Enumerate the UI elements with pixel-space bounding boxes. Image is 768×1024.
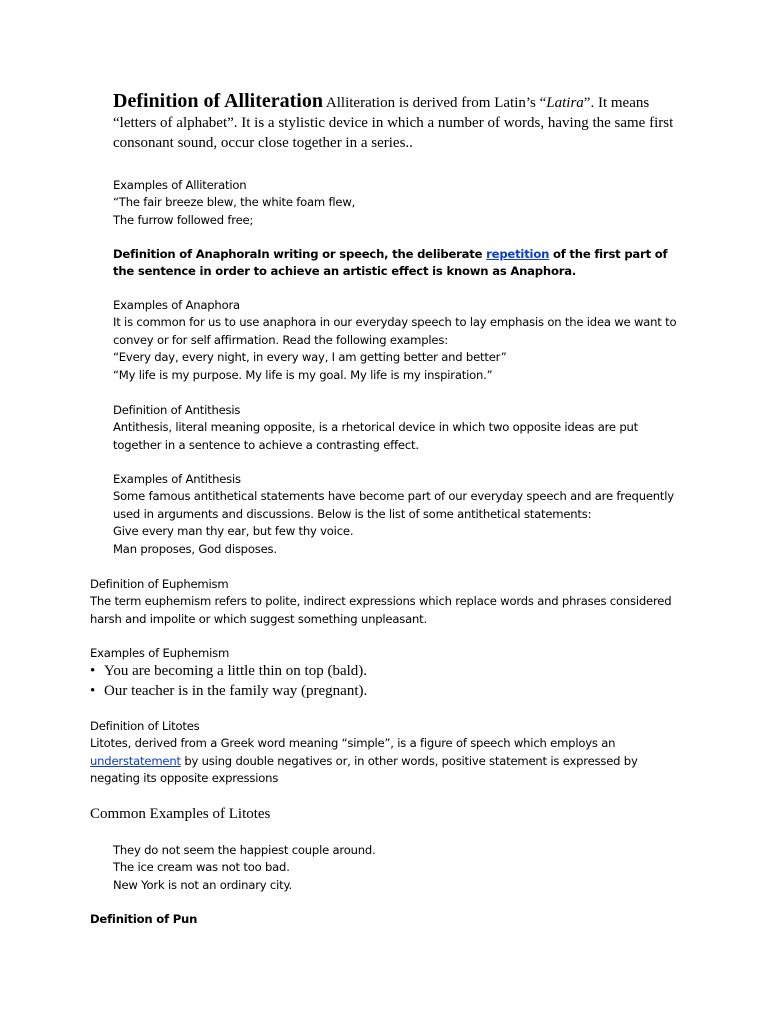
litotes-def-text-b: by using double negatives or, in other words, positive statement is expressed by negating its opposite expressions bbox=[90, 753, 638, 786]
euphemism-list bbox=[90, 661, 690, 701]
understatement-link[interactable]: understatement bbox=[90, 753, 181, 768]
alliteration-examples-heading: Examples of Alliteration bbox=[113, 178, 247, 192]
euphemism-definition bbox=[90, 576, 700, 628]
antithesis-example: Man proposes, God disposes. bbox=[113, 541, 277, 556]
anaphora-example: “My life is my purpose. My life is my goal. My life is my inspiration.” bbox=[113, 367, 493, 382]
repetition-link[interactable]: repetition bbox=[486, 247, 550, 261]
euphemism-def-body: The term euphemism refers to polite, indirect expressions which replace words and phrases considered harsh and impolite or which suggest something unpleasant. bbox=[90, 594, 672, 626]
anaphora-examples bbox=[113, 297, 693, 384]
list-item bbox=[90, 661, 690, 681]
alliteration-intro-text-a: Alliteration is derived from Latin’s “ bbox=[325, 95, 547, 111]
bullet-icon: • bbox=[90, 683, 96, 699]
alliteration-example: The furrow followed free; bbox=[113, 212, 254, 227]
litotes-examples bbox=[113, 842, 673, 894]
antithesis-example: Give every man thy ear, but few thy voice. bbox=[113, 524, 354, 539]
litotes-def-body bbox=[90, 735, 650, 787]
anaphora-def-text-a: Definition of AnaphoraIn writing or speech, the deliberate bbox=[113, 247, 487, 261]
euphemism-example: You are becoming a little thin on top (bald). bbox=[104, 663, 368, 679]
anaphora-definition bbox=[113, 246, 683, 281]
antithesis-definition bbox=[113, 402, 673, 454]
antithesis-examples-heading: Examples of Antithesis bbox=[113, 472, 241, 486]
euphemism-examples-heading: Examples of Euphemism bbox=[90, 646, 230, 660]
antithesis-body: Some famous antithetical statements have become part of our everyday speech and are frequently used in arguments and discussions. Below is the list of some antithetical statements: bbox=[113, 489, 674, 521]
anaphora-def-text-b: of the first part of the sentence in order to achieve an artistic effect is known as Anaphora. bbox=[113, 247, 668, 279]
alliteration-heading: Definition of Alliteration bbox=[113, 90, 323, 112]
alliteration-intro bbox=[113, 92, 693, 153]
antithesis-def-heading: Definition of Antithesis bbox=[113, 403, 241, 417]
litotes-def-text-a: Litotes, derived from a Greek word meaning “simple”, is a figure of speech which employs an bbox=[90, 736, 616, 751]
antithesis-examples bbox=[113, 471, 693, 558]
litotes-def-heading: Definition of Litotes bbox=[90, 719, 200, 733]
anaphora-examples-heading: Examples of Anaphora bbox=[113, 298, 240, 312]
alliteration-examples bbox=[113, 177, 693, 229]
euphemism-def-heading: Definition of Euphemism bbox=[90, 577, 229, 591]
pun-def-heading: Definition of Pun bbox=[90, 912, 198, 926]
litotes-example: The ice cream was not too bad. bbox=[113, 860, 290, 875]
bullet-icon: • bbox=[90, 663, 96, 679]
euphemism-example: Our teacher is in the family way (pregnant). bbox=[104, 683, 368, 699]
litotes-definition bbox=[90, 718, 650, 788]
alliteration-intro-text-b: ”. It means “letters of alphabet”. It is a stylistic device in which a number of words, having the same first consonant sound, occur close together in a series.. bbox=[113, 95, 674, 151]
latin-word: Latira bbox=[546, 95, 584, 111]
anaphora-body: It is common for us to use anaphora in our everyday speech to lay emphasis on the idea we want to convey or for self affirmation. Read the following examples: bbox=[113, 315, 677, 347]
litotes-example: New York is not an ordinary city. bbox=[113, 877, 292, 892]
litotes-common-heading: Common Examples of Litotes bbox=[90, 806, 271, 822]
alliteration-example: “The fair breeze blew, the white foam flew, bbox=[113, 195, 356, 210]
litotes-example: They do not seem the happiest couple around. bbox=[113, 843, 376, 857]
antithesis-def-body: Antithesis, literal meaning opposite, is a rhetorical device in which two opposite ideas are put together in a sentence to achieve a contrasting effect. bbox=[113, 420, 638, 452]
list-item bbox=[90, 681, 690, 701]
anaphora-example: “Every day, every night, in every way, I am getting better and better” bbox=[113, 350, 507, 365]
